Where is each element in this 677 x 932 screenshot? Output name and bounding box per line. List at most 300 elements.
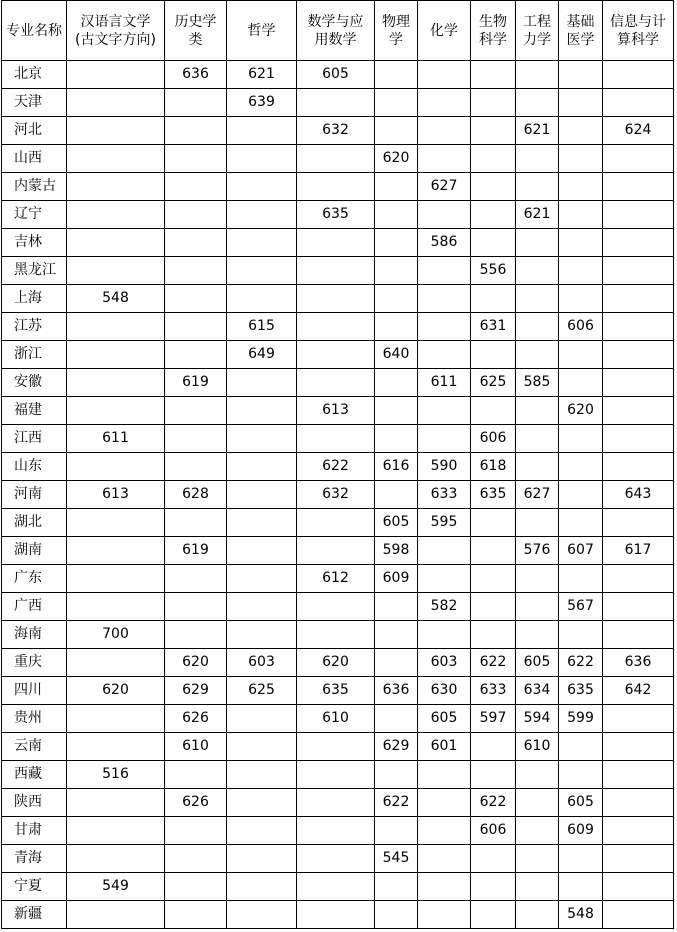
score-cell (375, 481, 418, 509)
score-cell: 585 (516, 369, 559, 397)
score-cell (165, 845, 227, 873)
score-cell: 545 (375, 845, 418, 873)
score-cell: 639 (227, 89, 297, 117)
column-header: 数学与应 用数学 (297, 1, 375, 61)
score-cell (165, 229, 227, 257)
score-cell: 635 (471, 481, 516, 509)
score-cell: 619 (165, 537, 227, 565)
score-cell (603, 397, 674, 425)
province-cell: 湖北 (2, 509, 67, 537)
score-cell (603, 89, 674, 117)
score-cell (418, 817, 471, 845)
table-row (2, 705, 674, 733)
score-cell (227, 201, 297, 229)
score-cell: 636 (165, 61, 227, 89)
province-cell: 宁夏 (2, 873, 67, 901)
score-cell (516, 845, 559, 873)
score-cell (471, 89, 516, 117)
score-cell (227, 537, 297, 565)
score-cell (418, 537, 471, 565)
score-cell (603, 173, 674, 201)
column-header-major-name: 专业名称 (2, 1, 67, 61)
table-row (2, 537, 674, 565)
score-cell (471, 733, 516, 761)
province-cell: 新疆 (2, 901, 67, 929)
province-cell: 北京 (2, 61, 67, 89)
score-cell (227, 173, 297, 201)
score-cell (559, 733, 603, 761)
score-cell (375, 173, 418, 201)
score-cell (165, 565, 227, 593)
score-cell: 643 (603, 481, 674, 509)
score-cell: 586 (418, 229, 471, 257)
score-cell (67, 565, 165, 593)
score-cell: 635 (297, 201, 375, 229)
score-cell: 590 (418, 453, 471, 481)
score-cell: 700 (67, 621, 165, 649)
score-cell: 611 (418, 369, 471, 397)
table-row (2, 257, 674, 285)
score-cell: 611 (67, 425, 165, 453)
score-cell: 627 (418, 173, 471, 201)
score-cell (418, 621, 471, 649)
score-cell (227, 845, 297, 873)
score-cell (227, 705, 297, 733)
score-cell: 605 (559, 789, 603, 817)
score-cell (471, 341, 516, 369)
score-cell: 622 (297, 453, 375, 481)
score-cell: 606 (471, 425, 516, 453)
score-cell: 630 (418, 677, 471, 705)
score-cell (297, 257, 375, 285)
score-cell: 624 (603, 117, 674, 145)
score-cell (227, 565, 297, 593)
score-cell (227, 733, 297, 761)
province-cell: 甘肃 (2, 817, 67, 845)
table-row (2, 285, 674, 313)
score-cell (375, 873, 418, 901)
score-cell (297, 733, 375, 761)
score-cell: 619 (165, 369, 227, 397)
score-cell (227, 145, 297, 173)
score-cell (471, 761, 516, 789)
score-cell (375, 257, 418, 285)
score-cell: 606 (559, 313, 603, 341)
province-cell: 辽宁 (2, 201, 67, 229)
score-cell (297, 873, 375, 901)
province-cell: 青海 (2, 845, 67, 873)
province-cell: 山东 (2, 453, 67, 481)
score-cell (165, 285, 227, 313)
province-cell: 湖南 (2, 537, 67, 565)
score-cell (297, 229, 375, 257)
province-cell: 四川 (2, 677, 67, 705)
score-cell (418, 341, 471, 369)
score-cell (559, 201, 603, 229)
score-cell (375, 117, 418, 145)
score-cell (227, 873, 297, 901)
score-cell (67, 593, 165, 621)
score-cell (227, 901, 297, 929)
province-cell: 海南 (2, 621, 67, 649)
province-cell: 西藏 (2, 761, 67, 789)
province-cell: 上海 (2, 285, 67, 313)
score-cell (375, 397, 418, 425)
table-row (2, 341, 674, 369)
score-cell (67, 313, 165, 341)
score-cell: 613 (67, 481, 165, 509)
score-cell (471, 173, 516, 201)
score-cell (516, 61, 559, 89)
score-cell (165, 901, 227, 929)
score-cell: 625 (227, 677, 297, 705)
score-cell (603, 61, 674, 89)
score-cell (471, 201, 516, 229)
score-cell (603, 565, 674, 593)
score-cell: 567 (559, 593, 603, 621)
score-cell (471, 509, 516, 537)
score-cell (516, 89, 559, 117)
province-cell: 江苏 (2, 313, 67, 341)
score-cell (375, 593, 418, 621)
score-cell (297, 789, 375, 817)
score-cell (67, 61, 165, 89)
score-cell (559, 425, 603, 453)
column-header: 化学 (418, 1, 471, 61)
score-cell (516, 789, 559, 817)
table-row (2, 453, 674, 481)
score-cell (67, 537, 165, 565)
score-cell: 635 (559, 677, 603, 705)
table-row (2, 145, 674, 173)
table-row (2, 201, 674, 229)
score-cell (418, 89, 471, 117)
score-cell (418, 761, 471, 789)
score-cell (375, 313, 418, 341)
score-cell (471, 397, 516, 425)
score-cell (603, 873, 674, 901)
table-row (2, 61, 674, 89)
table-row (2, 173, 674, 201)
score-cell (603, 733, 674, 761)
score-cell (227, 817, 297, 845)
score-cell: 632 (297, 481, 375, 509)
score-cell: 629 (375, 733, 418, 761)
table-row (2, 117, 674, 145)
table-row (2, 593, 674, 621)
score-cell: 605 (297, 61, 375, 89)
score-cell: 633 (418, 481, 471, 509)
score-cell (559, 257, 603, 285)
score-cell (375, 61, 418, 89)
province-cell: 广东 (2, 565, 67, 593)
score-cell (375, 369, 418, 397)
score-cell (227, 621, 297, 649)
score-table (1, 0, 674, 929)
score-cell: 607 (559, 537, 603, 565)
score-cell (297, 817, 375, 845)
score-cell (227, 509, 297, 537)
score-cell: 621 (227, 61, 297, 89)
score-cell: 622 (375, 789, 418, 817)
score-cell: 603 (418, 649, 471, 677)
score-cell: 632 (297, 117, 375, 145)
score-cell (67, 145, 165, 173)
score-cell (375, 229, 418, 257)
table-row (2, 649, 674, 677)
score-cell: 597 (471, 705, 516, 733)
score-cell: 603 (227, 649, 297, 677)
score-cell (165, 453, 227, 481)
score-cell (559, 341, 603, 369)
score-cell: 631 (471, 313, 516, 341)
score-cell: 620 (559, 397, 603, 425)
table-row (2, 845, 674, 873)
score-cell (516, 453, 559, 481)
score-cell: 605 (516, 649, 559, 677)
column-header: 工程 力学 (516, 1, 559, 61)
score-cell: 620 (165, 649, 227, 677)
score-cell (227, 369, 297, 397)
score-cell (67, 453, 165, 481)
score-cell: 633 (471, 677, 516, 705)
score-cell: 548 (67, 285, 165, 313)
table-row (2, 873, 674, 901)
score-cell (603, 285, 674, 313)
score-cell (471, 845, 516, 873)
province-cell: 浙江 (2, 341, 67, 369)
score-cell (603, 425, 674, 453)
score-cell (375, 761, 418, 789)
score-cell (603, 593, 674, 621)
score-cell: 617 (603, 537, 674, 565)
table-body (2, 61, 674, 929)
score-cell: 576 (516, 537, 559, 565)
score-cell (418, 425, 471, 453)
score-cell (227, 117, 297, 145)
score-cell: 635 (297, 677, 375, 705)
score-cell (165, 173, 227, 201)
score-cell (559, 621, 603, 649)
score-cell: 605 (418, 705, 471, 733)
score-cell (67, 201, 165, 229)
score-cell (67, 845, 165, 873)
score-cell (418, 845, 471, 873)
score-cell (375, 901, 418, 929)
column-header: 汉语言文学 (古文字方向) (67, 1, 165, 61)
score-cell (603, 257, 674, 285)
score-cell (297, 901, 375, 929)
score-cell: 616 (375, 453, 418, 481)
score-cell (471, 285, 516, 313)
score-cell (516, 425, 559, 453)
score-cell (297, 621, 375, 649)
score-cell: 599 (559, 705, 603, 733)
score-cell: 595 (418, 509, 471, 537)
score-cell (471, 145, 516, 173)
province-cell: 陕西 (2, 789, 67, 817)
score-cell: 548 (559, 901, 603, 929)
score-cell: 649 (227, 341, 297, 369)
province-cell: 安徽 (2, 369, 67, 397)
score-cell: 625 (471, 369, 516, 397)
table-row (2, 229, 674, 257)
score-cell: 621 (516, 117, 559, 145)
score-cell (418, 873, 471, 901)
column-header: 哲学 (227, 1, 297, 61)
score-cell (559, 481, 603, 509)
score-cell (418, 789, 471, 817)
score-cell (471, 537, 516, 565)
score-cell (375, 425, 418, 453)
score-cell (375, 201, 418, 229)
score-cell (559, 453, 603, 481)
score-cell (516, 145, 559, 173)
score-cell (603, 621, 674, 649)
score-cell (418, 257, 471, 285)
score-cell (559, 509, 603, 537)
province-cell: 贵州 (2, 705, 67, 733)
score-cell (375, 285, 418, 313)
score-cell (297, 313, 375, 341)
score-cell: 610 (516, 733, 559, 761)
table-row (2, 481, 674, 509)
table-row (2, 313, 674, 341)
score-cell (516, 901, 559, 929)
score-cell: 582 (418, 593, 471, 621)
score-cell (67, 257, 165, 285)
score-cell (418, 117, 471, 145)
score-cell (471, 61, 516, 89)
score-cell: 615 (227, 313, 297, 341)
score-cell (559, 565, 603, 593)
score-cell (67, 509, 165, 537)
score-cell (67, 789, 165, 817)
score-cell (165, 89, 227, 117)
score-cell (165, 873, 227, 901)
score-cell: 642 (603, 677, 674, 705)
score-cell: 601 (418, 733, 471, 761)
province-cell: 河南 (2, 481, 67, 509)
score-cell (471, 901, 516, 929)
score-cell (603, 901, 674, 929)
score-cell (227, 453, 297, 481)
province-cell: 山西 (2, 145, 67, 173)
score-cell (559, 761, 603, 789)
table-row (2, 425, 674, 453)
score-cell (603, 761, 674, 789)
score-cell: 640 (375, 341, 418, 369)
score-cell (227, 257, 297, 285)
score-cell: 612 (297, 565, 375, 593)
score-cell (165, 761, 227, 789)
score-cell (297, 89, 375, 117)
score-cell: 606 (471, 817, 516, 845)
score-cell (67, 369, 165, 397)
score-cell (297, 369, 375, 397)
score-cell (165, 201, 227, 229)
score-cell (227, 425, 297, 453)
score-cell (471, 873, 516, 901)
score-cell (559, 229, 603, 257)
score-cell: 610 (165, 733, 227, 761)
score-cell: 609 (375, 565, 418, 593)
score-cell (516, 257, 559, 285)
score-cell (67, 817, 165, 845)
score-cell (418, 201, 471, 229)
score-cell (227, 761, 297, 789)
score-cell (165, 257, 227, 285)
score-cell (559, 845, 603, 873)
score-cell: 594 (516, 705, 559, 733)
province-cell: 福建 (2, 397, 67, 425)
score-cell (471, 621, 516, 649)
province-cell: 广西 (2, 593, 67, 621)
table-row (2, 677, 674, 705)
score-cell (227, 789, 297, 817)
score-cell (67, 901, 165, 929)
score-cell (516, 593, 559, 621)
score-cell: 598 (375, 537, 418, 565)
score-cell (67, 397, 165, 425)
score-cell (165, 397, 227, 425)
score-cell (165, 593, 227, 621)
table-row (2, 397, 674, 425)
score-cell (603, 817, 674, 845)
score-cell (297, 537, 375, 565)
province-cell: 内蒙古 (2, 173, 67, 201)
score-cell (418, 313, 471, 341)
score-cell (559, 369, 603, 397)
score-cell (375, 705, 418, 733)
score-cell (165, 145, 227, 173)
score-cell (603, 789, 674, 817)
score-cell: 629 (165, 677, 227, 705)
score-cell (516, 873, 559, 901)
score-cell (67, 229, 165, 257)
province-cell: 河北 (2, 117, 67, 145)
score-cell: 622 (471, 649, 516, 677)
score-cell (67, 649, 165, 677)
score-cell (165, 425, 227, 453)
score-cell (603, 705, 674, 733)
score-cell (603, 229, 674, 257)
score-cell: 626 (165, 789, 227, 817)
table-row (2, 761, 674, 789)
score-cell (559, 89, 603, 117)
score-cell (375, 817, 418, 845)
score-cell (516, 509, 559, 537)
score-cell: 622 (559, 649, 603, 677)
score-cell (516, 229, 559, 257)
table-header (2, 1, 674, 61)
table-row (2, 733, 674, 761)
score-cell: 622 (471, 789, 516, 817)
score-cell (603, 201, 674, 229)
score-cell (165, 117, 227, 145)
column-header: 信息与计 算科学 (603, 1, 674, 61)
score-cell (603, 341, 674, 369)
column-header: 基础 医学 (559, 1, 603, 61)
score-cell: 618 (471, 453, 516, 481)
score-cell (603, 313, 674, 341)
score-cell: 620 (375, 145, 418, 173)
province-cell: 云南 (2, 733, 67, 761)
score-cell: 609 (559, 817, 603, 845)
province-cell: 吉林 (2, 229, 67, 257)
score-cell (297, 761, 375, 789)
score-cell (418, 285, 471, 313)
